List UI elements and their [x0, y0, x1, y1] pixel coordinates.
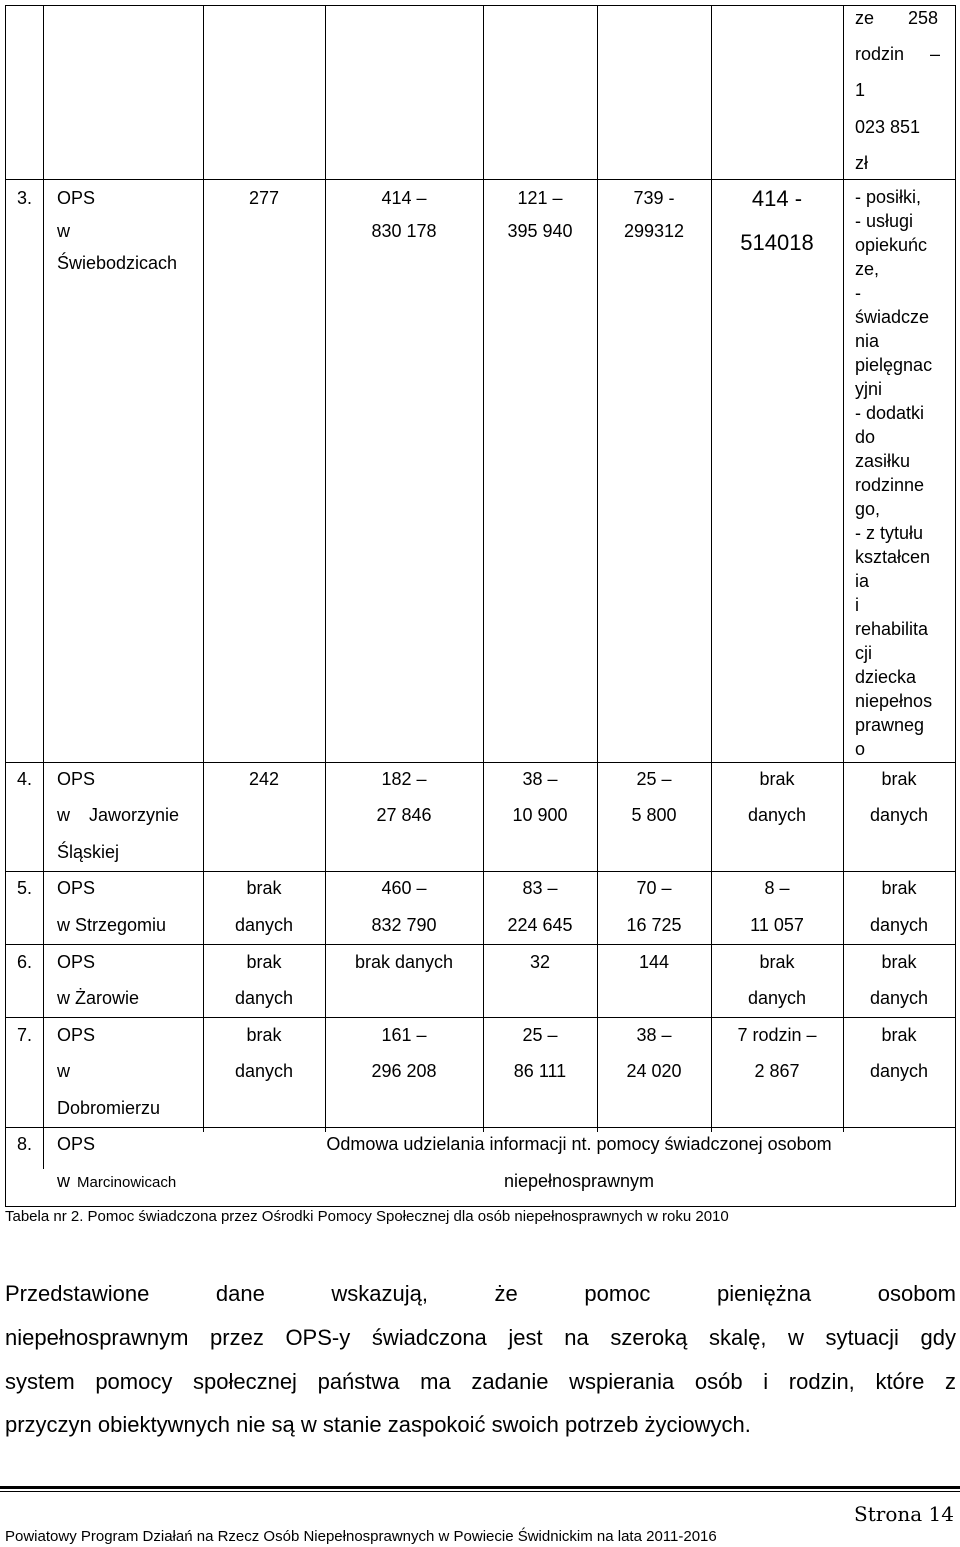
fragment-text: –: [930, 44, 941, 64]
notes-line: rehabilita: [855, 619, 929, 639]
paragraph-line: niepełnosprawnym przez OPS-y świadczona jest na szeroką skalę, w sytuacji gdy: [5, 1325, 956, 1350]
cell-value: 830 178: [371, 221, 437, 241]
cell-value: 296 208: [371, 1061, 437, 1081]
cell-value: 299312: [623, 221, 685, 241]
page-number: Strona 14: [854, 1502, 954, 1526]
cell-value: danych: [234, 988, 294, 1008]
cell-value: danych: [747, 988, 807, 1008]
notes-line: o: [855, 739, 866, 759]
institution-name: w Żarowie: [57, 988, 140, 1008]
cell-value: 414 –: [381, 188, 427, 208]
cell-value: brak: [881, 878, 917, 898]
notes-line: nia: [855, 331, 880, 351]
cell-value: danych: [869, 988, 929, 1008]
notes-line: kształcen: [855, 547, 931, 567]
institution-name: OPS: [57, 188, 96, 208]
institution-name: w: [57, 1171, 70, 1191]
cell-value: 182 –: [381, 769, 427, 789]
notes-line: - usługi: [855, 211, 914, 231]
footer-rule: [0, 1486, 960, 1489]
cell-value: 32: [529, 952, 551, 972]
notes-line: prawneg: [855, 715, 925, 735]
cell-value: 38 –: [636, 1025, 672, 1045]
cell-value: 460 –: [381, 878, 427, 898]
footer-rule: [0, 1491, 960, 1492]
notes-line: -: [855, 283, 861, 303]
institution-name: OPS: [57, 1134, 96, 1154]
table-border-right: [955, 5, 956, 1206]
cell-value: 24 020: [626, 1061, 682, 1081]
cell-value: brak: [246, 952, 282, 972]
cell-value: 5 800: [631, 805, 677, 825]
paragraph-line: Przedstawione dane wskazują, że pomoc pieniężna osobom: [5, 1281, 956, 1306]
row-number: 3.: [17, 188, 33, 208]
cell-value: 2 867: [754, 1061, 800, 1081]
institution-name: w Strzegomiu: [57, 915, 167, 935]
table-row-divider: [5, 762, 956, 763]
cell-value: 739 -: [633, 188, 675, 208]
cell-value: 161 –: [381, 1025, 427, 1045]
notes-line: niepełnos: [855, 691, 933, 711]
notes-line: ze,: [855, 259, 880, 279]
cell-value: 25 –: [522, 1025, 558, 1045]
row-number: 6.: [17, 952, 33, 972]
cell-value: brak danych: [354, 952, 454, 972]
institution-name: w: [57, 1061, 70, 1081]
cell-value: 242: [248, 769, 280, 789]
fragment-text: ze: [855, 8, 875, 28]
cell-value: 832 790: [371, 915, 437, 935]
cell-value: 121 –: [517, 188, 563, 208]
cell-value: 10 900: [512, 805, 568, 825]
institution-name: Śląskiej: [57, 842, 120, 862]
cell-value: danych: [869, 1061, 929, 1081]
cell-value: brak: [246, 878, 282, 898]
institution-name: Marcinowicach: [77, 1174, 177, 1191]
cell-value: 414 -: [751, 186, 803, 211]
table-border-bottom: [5, 1206, 956, 1207]
cell-value: danych: [234, 915, 294, 935]
cell-value: danych: [747, 805, 807, 825]
institution-name: w: [57, 221, 70, 241]
notes-line: ia: [855, 571, 870, 591]
cell-value: 224 645: [507, 915, 573, 935]
notes-line: yjni: [855, 379, 883, 399]
cell-value: brak: [246, 1025, 282, 1045]
cell-value: danych: [869, 805, 929, 825]
institution-name: OPS: [57, 1025, 96, 1045]
cell-value: brak: [881, 769, 917, 789]
institution-name: OPS: [57, 952, 96, 972]
cell-value: 8 –: [764, 878, 790, 898]
notes-line: - dodatki: [855, 403, 925, 423]
cell-value: danych: [234, 1061, 294, 1081]
institution-name: Jaworzynie: [89, 805, 180, 825]
fragment-text: zł: [855, 153, 868, 173]
table-row-divider: [5, 871, 956, 872]
cell-value: brak: [881, 1025, 917, 1045]
cell-value: brak: [759, 952, 795, 972]
table-border-left: [5, 5, 6, 1206]
cell-value: 7 rodzin –: [737, 1025, 817, 1045]
fragment-text: 1: [855, 80, 866, 100]
cell-value: 11 057: [750, 915, 804, 935]
table-caption: Tabela nr 2. Pomoc świadczona przez Ośrodki Pomocy Społecznej dla osób niepełnosprawnych w roku 2010: [5, 1208, 729, 1225]
notes-line: pielęgnac: [855, 355, 933, 375]
cell-value: 514018: [740, 230, 814, 255]
cell-value: 144: [638, 952, 670, 972]
cell-value: 395 940: [507, 221, 573, 241]
institution-name: Świebodzicach: [57, 253, 178, 273]
row-number: 8.: [17, 1134, 33, 1154]
notes-line: - posiłki,: [855, 187, 922, 207]
fragment-text: 258: [908, 8, 939, 28]
notes-line: rodzinne: [855, 475, 925, 495]
table-row-divider: [5, 944, 956, 945]
row-number: 4.: [17, 769, 33, 789]
fragment-text: 023 851: [855, 117, 921, 137]
institution-name: w: [57, 805, 70, 825]
table-border-top: [5, 5, 956, 6]
paragraph-line: przyczyn obiektywnych nie są w stanie zaspokoić swoich potrzeb życiowych.: [5, 1412, 751, 1437]
institution-name: OPS: [57, 769, 96, 789]
notes-line: go,: [855, 499, 881, 519]
notes-line: i: [855, 595, 859, 615]
paragraph-line: system pomocy społecznej państwa ma zadanie wspierania osób i rodzin, które z: [5, 1369, 956, 1394]
cell-value: 25 –: [636, 769, 672, 789]
cell-value: danych: [869, 915, 929, 935]
notes-line: opiekuńc: [855, 235, 928, 255]
cell-value: 83 –: [522, 878, 558, 898]
notes-line: cji: [855, 643, 872, 663]
cell-value: 277: [248, 188, 280, 208]
footer-title: Powiatowy Program Działań na Rzecz Osób Niepełnosprawnych w Powiecie Świdnickim na lata 2011-2016: [5, 1528, 717, 1545]
cell-value: 16 725: [626, 915, 682, 935]
notes-line: do: [855, 427, 876, 447]
cell-value: 70 –: [636, 878, 672, 898]
row-number: 7.: [17, 1025, 33, 1045]
merged-cell-text: Odmowa udzielania informacji nt. pomocy świadczonej osobom: [326, 1134, 832, 1154]
notes-line: świadcze: [855, 307, 930, 327]
institution-name: Dobromierzu: [57, 1098, 161, 1118]
fragment-text: rodzin: [855, 44, 905, 64]
row-number: 5.: [17, 878, 33, 898]
cell-value: brak: [759, 769, 795, 789]
cell-value: 38 –: [522, 769, 558, 789]
table-row-divider: [5, 1017, 956, 1018]
table-row-divider: [5, 179, 956, 180]
notes-line: dziecka: [855, 667, 917, 687]
merged-cell-text: niepełnosprawnym: [503, 1171, 655, 1191]
notes-line: zasiłku: [855, 451, 911, 471]
cell-value: 27 846: [376, 805, 432, 825]
notes-line: - z tytułu: [855, 523, 924, 543]
table-row-divider: [5, 1127, 956, 1128]
cell-value: brak: [881, 952, 917, 972]
cell-value: 86 111: [513, 1061, 567, 1081]
institution-name: OPS: [57, 878, 96, 898]
